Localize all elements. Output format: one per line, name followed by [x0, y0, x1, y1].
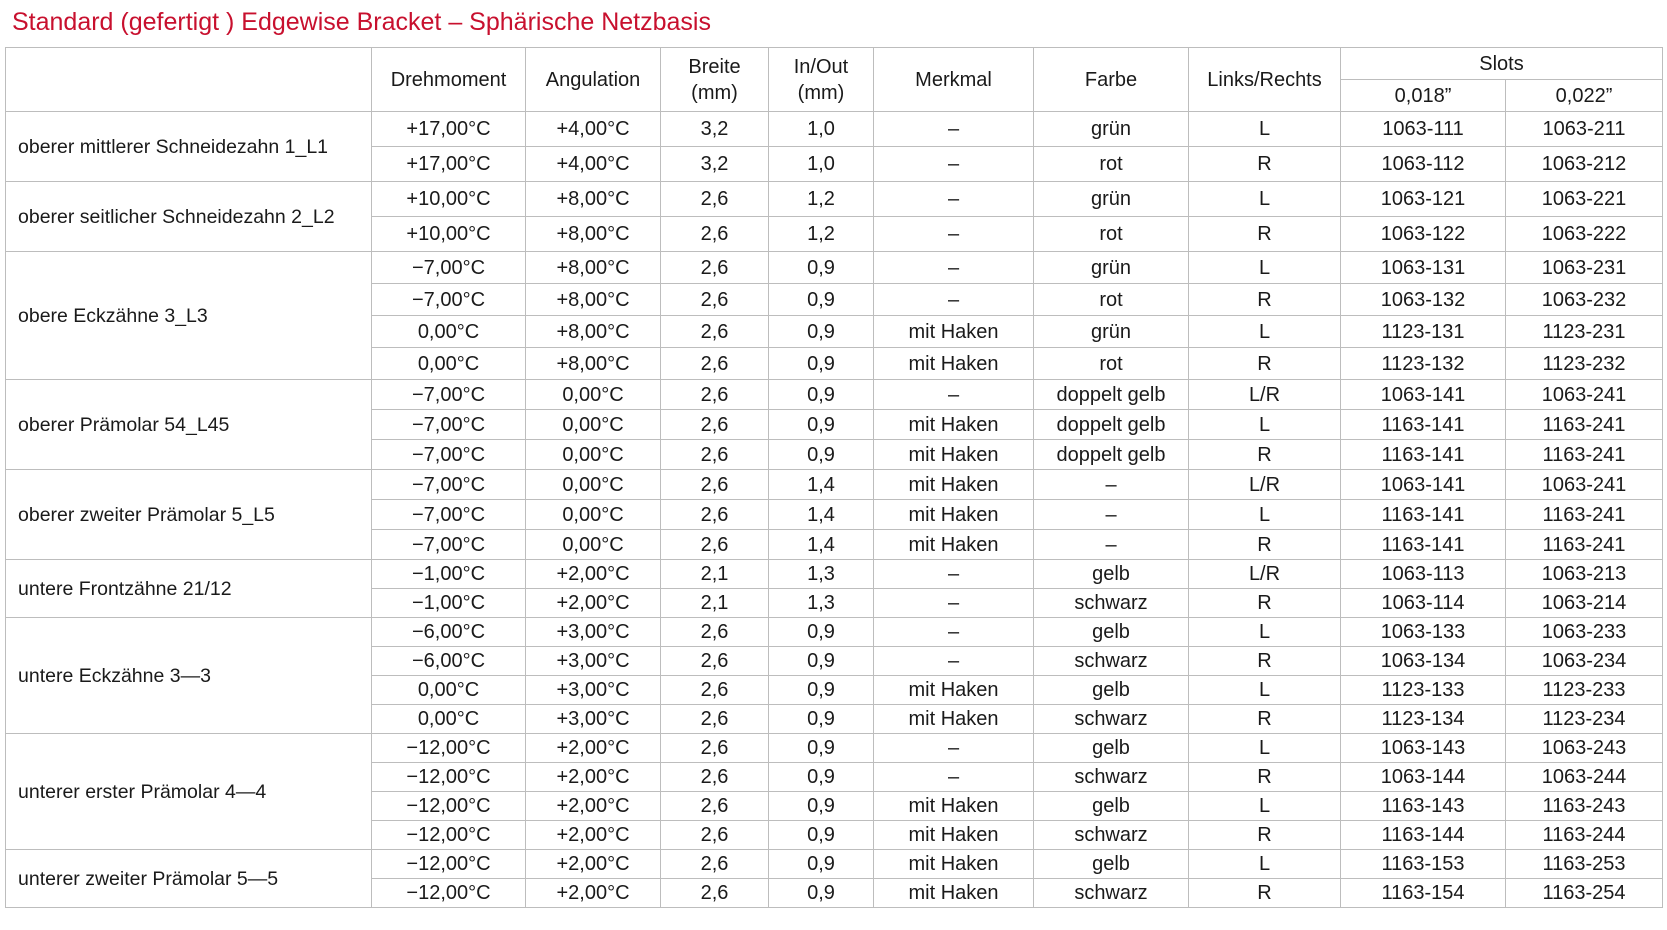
cell-torque: −7,00°C	[372, 252, 526, 284]
cell-side: R	[1189, 348, 1341, 380]
cell-inout: 1,2	[769, 217, 874, 252]
cell-feature: –	[874, 147, 1034, 182]
cell-side: R	[1189, 589, 1341, 618]
cell-width: 2,6	[661, 217, 769, 252]
cell-slot-022: 1063-212	[1506, 147, 1663, 182]
cell-torque: −7,00°C	[372, 440, 526, 470]
cell-inout: 0,9	[769, 792, 874, 821]
cell-angulation: +2,00°C	[526, 560, 661, 589]
cell-feature: –	[874, 112, 1034, 147]
header-color: Farbe	[1034, 48, 1189, 112]
cell-width: 2,6	[661, 316, 769, 348]
cell-slot-018: 1063-141	[1341, 380, 1506, 410]
cell-slot-022: 1163-243	[1506, 792, 1663, 821]
cell-slot-022: 1163-241	[1506, 500, 1663, 530]
cell-angulation: 0,00°C	[526, 410, 661, 440]
cell-feature: –	[874, 763, 1034, 792]
cell-torque: −12,00°C	[372, 763, 526, 792]
cell-side: L	[1189, 112, 1341, 147]
cell-angulation: +2,00°C	[526, 589, 661, 618]
cell-torque: −7,00°C	[372, 284, 526, 316]
cell-slot-022: 1063-231	[1506, 252, 1663, 284]
cell-side: L	[1189, 252, 1341, 284]
cell-feature: –	[874, 589, 1034, 618]
cell-inout: 0,9	[769, 440, 874, 470]
cell-angulation: 0,00°C	[526, 470, 661, 500]
cell-inout: 0,9	[769, 284, 874, 316]
cell-side: L	[1189, 182, 1341, 217]
cell-color: rot	[1034, 217, 1189, 252]
cell-angulation: +2,00°C	[526, 879, 661, 908]
header-slots: Slots	[1341, 48, 1663, 80]
cell-slot-018: 1063-113	[1341, 560, 1506, 589]
cell-inout: 1,4	[769, 470, 874, 500]
cell-feature: –	[874, 734, 1034, 763]
cell-angulation: +8,00°C	[526, 182, 661, 217]
cell-color: grün	[1034, 182, 1189, 217]
cell-feature: –	[874, 560, 1034, 589]
cell-slot-022: 1063-233	[1506, 618, 1663, 647]
cell-width: 2,1	[661, 560, 769, 589]
cell-width: 2,6	[661, 618, 769, 647]
group-label: unterer zweiter Prämolar 5—5	[6, 850, 372, 908]
cell-inout: 1,3	[769, 560, 874, 589]
cell-color: rot	[1034, 348, 1189, 380]
cell-side: L	[1189, 734, 1341, 763]
cell-slot-022: 1123-232	[1506, 348, 1663, 380]
cell-side: R	[1189, 763, 1341, 792]
cell-side: R	[1189, 217, 1341, 252]
cell-width: 2,1	[661, 589, 769, 618]
group-label: oberer Prämolar 54_L45	[6, 380, 372, 470]
cell-slot-022: 1063-221	[1506, 182, 1663, 217]
cell-inout: 1,4	[769, 500, 874, 530]
cell-feature: –	[874, 217, 1034, 252]
cell-torque: −12,00°C	[372, 850, 526, 879]
table-row	[6, 560, 1663, 589]
cell-angulation: 0,00°C	[526, 530, 661, 560]
cell-color: rot	[1034, 147, 1189, 182]
cell-color: doppelt gelb	[1034, 440, 1189, 470]
cell-slot-022: 1163-254	[1506, 879, 1663, 908]
cell-inout: 0,9	[769, 821, 874, 850]
cell-feature: mit Haken	[874, 348, 1034, 380]
cell-feature: –	[874, 252, 1034, 284]
cell-torque: −7,00°C	[372, 410, 526, 440]
cell-torque: −1,00°C	[372, 560, 526, 589]
cell-color: doppelt gelb	[1034, 380, 1189, 410]
cell-slot-022: 1063-222	[1506, 217, 1663, 252]
cell-angulation: +2,00°C	[526, 821, 661, 850]
cell-color: –	[1034, 470, 1189, 500]
group-label: obere Eckzähne 3_L3	[6, 252, 372, 380]
cell-inout: 0,9	[769, 316, 874, 348]
cell-slot-022: 1163-244	[1506, 821, 1663, 850]
cell-side: R	[1189, 879, 1341, 908]
cell-feature: mit Haken	[874, 879, 1034, 908]
table-body	[6, 112, 1663, 908]
cell-angulation: 0,00°C	[526, 440, 661, 470]
cell-side: L	[1189, 316, 1341, 348]
cell-color: gelb	[1034, 734, 1189, 763]
cell-color: schwarz	[1034, 763, 1189, 792]
cell-angulation: +2,00°C	[526, 792, 661, 821]
cell-color: schwarz	[1034, 879, 1189, 908]
cell-slot-022: 1123-234	[1506, 705, 1663, 734]
cell-feature: mit Haken	[874, 410, 1034, 440]
cell-side: L	[1189, 618, 1341, 647]
cell-color: schwarz	[1034, 589, 1189, 618]
cell-inout: 1,0	[769, 112, 874, 147]
cell-width: 2,6	[661, 850, 769, 879]
cell-torque: −12,00°C	[372, 821, 526, 850]
cell-slot-018: 1063-132	[1341, 284, 1506, 316]
cell-color: gelb	[1034, 792, 1189, 821]
cell-color: –	[1034, 500, 1189, 530]
group-label: oberer zweiter Prämolar 5_L5	[6, 470, 372, 560]
cell-slot-022: 1123-233	[1506, 676, 1663, 705]
cell-torque: 0,00°C	[372, 705, 526, 734]
cell-width: 2,6	[661, 500, 769, 530]
cell-angulation: +3,00°C	[526, 705, 661, 734]
cell-width: 3,2	[661, 147, 769, 182]
cell-side: L/R	[1189, 380, 1341, 410]
cell-feature: –	[874, 284, 1034, 316]
cell-slot-022: 1163-241	[1506, 410, 1663, 440]
cell-width: 2,6	[661, 410, 769, 440]
cell-inout: 0,9	[769, 734, 874, 763]
cell-inout: 0,9	[769, 647, 874, 676]
cell-color: rot	[1034, 284, 1189, 316]
cell-feature: mit Haken	[874, 792, 1034, 821]
cell-torque: −7,00°C	[372, 470, 526, 500]
cell-torque: −7,00°C	[372, 500, 526, 530]
cell-side: L	[1189, 792, 1341, 821]
cell-angulation: +8,00°C	[526, 217, 661, 252]
cell-color: gelb	[1034, 618, 1189, 647]
cell-inout: 1,0	[769, 147, 874, 182]
header-feature: Merkmal	[874, 48, 1034, 112]
cell-feature: mit Haken	[874, 500, 1034, 530]
cell-feature: –	[874, 618, 1034, 647]
header-side: Links/Rechts	[1189, 48, 1341, 112]
cell-angulation: +8,00°C	[526, 252, 661, 284]
table-row	[6, 618, 1663, 647]
cell-color: schwarz	[1034, 821, 1189, 850]
cell-slot-022: 1063-213	[1506, 560, 1663, 589]
cell-inout: 0,9	[769, 763, 874, 792]
cell-slot-022: 1063-244	[1506, 763, 1663, 792]
table-row	[6, 252, 1663, 284]
cell-slot-022: 1163-253	[1506, 850, 1663, 879]
cell-color: schwarz	[1034, 705, 1189, 734]
cell-slot-018: 1063-141	[1341, 470, 1506, 500]
cell-inout: 0,9	[769, 252, 874, 284]
cell-color: gelb	[1034, 560, 1189, 589]
cell-width: 2,6	[661, 647, 769, 676]
cell-slot-018: 1063-134	[1341, 647, 1506, 676]
cell-slot-022: 1063-211	[1506, 112, 1663, 147]
header-angulation: Angulation	[526, 48, 661, 112]
cell-slot-018: 1123-131	[1341, 316, 1506, 348]
cell-slot-018: 1163-153	[1341, 850, 1506, 879]
cell-angulation: +8,00°C	[526, 284, 661, 316]
cell-slot-018: 1063-131	[1341, 252, 1506, 284]
cell-angulation: 0,00°C	[526, 380, 661, 410]
cell-side: L	[1189, 410, 1341, 440]
cell-inout: 0,9	[769, 380, 874, 410]
cell-slot-018: 1163-144	[1341, 821, 1506, 850]
table-row	[6, 734, 1663, 763]
cell-feature: –	[874, 380, 1034, 410]
cell-torque: +17,00°C	[372, 112, 526, 147]
header-inout: In/Out (mm)	[769, 48, 874, 112]
cell-angulation: +3,00°C	[526, 676, 661, 705]
cell-torque: −12,00°C	[372, 792, 526, 821]
cell-angulation: 0,00°C	[526, 500, 661, 530]
cell-feature: –	[874, 182, 1034, 217]
cell-inout: 1,2	[769, 182, 874, 217]
cell-feature: mit Haken	[874, 676, 1034, 705]
cell-slot-018: 1063-133	[1341, 618, 1506, 647]
cell-inout: 0,9	[769, 618, 874, 647]
cell-width: 2,6	[661, 792, 769, 821]
cell-torque: 0,00°C	[372, 676, 526, 705]
cell-width: 2,6	[661, 252, 769, 284]
group-label: unterer erster Prämolar 4—4	[6, 734, 372, 850]
cell-feature: –	[874, 647, 1034, 676]
cell-slot-022: 1063-243	[1506, 734, 1663, 763]
cell-side: R	[1189, 705, 1341, 734]
cell-slot-018: 1063-122	[1341, 217, 1506, 252]
cell-slot-022: 1163-241	[1506, 530, 1663, 560]
cell-feature: mit Haken	[874, 440, 1034, 470]
cell-side: R	[1189, 284, 1341, 316]
cell-torque: −6,00°C	[372, 618, 526, 647]
cell-side: L	[1189, 500, 1341, 530]
cell-feature: mit Haken	[874, 316, 1034, 348]
cell-angulation: +2,00°C	[526, 763, 661, 792]
cell-angulation: +8,00°C	[526, 316, 661, 348]
cell-color: schwarz	[1034, 647, 1189, 676]
cell-angulation: +4,00°C	[526, 147, 661, 182]
table-row	[6, 380, 1663, 410]
cell-slot-018: 1063-143	[1341, 734, 1506, 763]
cell-slot-018: 1163-141	[1341, 500, 1506, 530]
cell-angulation: +8,00°C	[526, 348, 661, 380]
cell-feature: mit Haken	[874, 705, 1034, 734]
cell-torque: +10,00°C	[372, 182, 526, 217]
cell-slot-022: 1163-241	[1506, 440, 1663, 470]
cell-feature: mit Haken	[874, 850, 1034, 879]
cell-width: 2,6	[661, 182, 769, 217]
cell-slot-022: 1063-234	[1506, 647, 1663, 676]
cell-feature: mit Haken	[874, 530, 1034, 560]
cell-width: 2,6	[661, 470, 769, 500]
cell-color: grün	[1034, 252, 1189, 284]
cell-side: L/R	[1189, 470, 1341, 500]
cell-inout: 0,9	[769, 705, 874, 734]
cell-torque: 0,00°C	[372, 316, 526, 348]
cell-torque: −1,00°C	[372, 589, 526, 618]
cell-inout: 0,9	[769, 850, 874, 879]
header-slot-022: 0,022”	[1506, 80, 1663, 112]
group-label: untere Eckzähne 3—3	[6, 618, 372, 734]
table-row	[6, 112, 1663, 147]
cell-torque: +10,00°C	[372, 217, 526, 252]
cell-slot-018: 1163-154	[1341, 879, 1506, 908]
cell-side: L	[1189, 676, 1341, 705]
cell-slot-018: 1163-141	[1341, 440, 1506, 470]
cell-color: gelb	[1034, 850, 1189, 879]
header-slot-018: 0,018”	[1341, 80, 1506, 112]
cell-color: gelb	[1034, 676, 1189, 705]
table-row	[6, 850, 1663, 879]
cell-slot-022: 1063-241	[1506, 380, 1663, 410]
cell-slot-018: 1163-141	[1341, 410, 1506, 440]
cell-side: L	[1189, 850, 1341, 879]
cell-side: R	[1189, 821, 1341, 850]
cell-slot-018: 1063-112	[1341, 147, 1506, 182]
cell-width: 2,6	[661, 284, 769, 316]
cell-slot-018: 1063-121	[1341, 182, 1506, 217]
cell-color: grün	[1034, 112, 1189, 147]
cell-width: 2,6	[661, 530, 769, 560]
cell-feature: mit Haken	[874, 470, 1034, 500]
cell-slot-018: 1163-141	[1341, 530, 1506, 560]
cell-width: 2,6	[661, 879, 769, 908]
header-width: Breite (mm)	[661, 48, 769, 112]
cell-width: 2,6	[661, 821, 769, 850]
cell-feature: mit Haken	[874, 821, 1034, 850]
cell-slot-022: 1063-241	[1506, 470, 1663, 500]
group-label: untere Frontzähne 21/12	[6, 560, 372, 618]
cell-width: 3,2	[661, 112, 769, 147]
cell-torque: −6,00°C	[372, 647, 526, 676]
cell-slot-018: 1123-132	[1341, 348, 1506, 380]
cell-inout: 0,9	[769, 879, 874, 908]
header-torque: Drehmoment	[372, 48, 526, 112]
cell-slot-018: 1163-143	[1341, 792, 1506, 821]
cell-angulation: +3,00°C	[526, 647, 661, 676]
group-label: oberer seitlicher Schneidezahn 2_L2	[6, 182, 372, 252]
cell-torque: +17,00°C	[372, 147, 526, 182]
cell-color: –	[1034, 530, 1189, 560]
cell-torque: −7,00°C	[372, 530, 526, 560]
cell-slot-018: 1123-133	[1341, 676, 1506, 705]
cell-inout: 0,9	[769, 410, 874, 440]
cell-inout: 1,4	[769, 530, 874, 560]
cell-width: 2,6	[661, 763, 769, 792]
cell-slot-018: 1063-144	[1341, 763, 1506, 792]
table-row	[6, 470, 1663, 500]
bracket-table	[5, 47, 1663, 908]
header-corner	[6, 48, 372, 112]
cell-side: R	[1189, 147, 1341, 182]
cell-width: 2,6	[661, 348, 769, 380]
cell-width: 2,6	[661, 734, 769, 763]
cell-inout: 0,9	[769, 676, 874, 705]
cell-side: R	[1189, 530, 1341, 560]
cell-torque: −12,00°C	[372, 734, 526, 763]
cell-angulation: +2,00°C	[526, 734, 661, 763]
cell-width: 2,6	[661, 380, 769, 410]
cell-width: 2,6	[661, 440, 769, 470]
cell-torque: −7,00°C	[372, 380, 526, 410]
group-label: oberer mittlerer Schneidezahn 1_L1	[6, 112, 372, 182]
cell-inout: 0,9	[769, 348, 874, 380]
cell-angulation: +4,00°C	[526, 112, 661, 147]
cell-slot-022: 1063-214	[1506, 589, 1663, 618]
cell-inout: 1,3	[769, 589, 874, 618]
cell-slot-022: 1063-232	[1506, 284, 1663, 316]
cell-color: doppelt gelb	[1034, 410, 1189, 440]
cell-side: L/R	[1189, 560, 1341, 589]
cell-side: R	[1189, 647, 1341, 676]
cell-side: R	[1189, 440, 1341, 470]
cell-width: 2,6	[661, 705, 769, 734]
cell-slot-018: 1123-134	[1341, 705, 1506, 734]
cell-width: 2,6	[661, 676, 769, 705]
page-title: Standard (gefertigt ) Edgewise Bracket – Sphärische Netzbasis	[12, 8, 711, 36]
cell-slot-018: 1063-114	[1341, 589, 1506, 618]
cell-slot-018: 1063-111	[1341, 112, 1506, 147]
cell-slot-022: 1123-231	[1506, 316, 1663, 348]
cell-torque: 0,00°C	[372, 348, 526, 380]
cell-angulation: +3,00°C	[526, 618, 661, 647]
cell-angulation: +2,00°C	[526, 850, 661, 879]
cell-torque: −12,00°C	[372, 879, 526, 908]
cell-color: grün	[1034, 316, 1189, 348]
table-row	[6, 182, 1663, 217]
